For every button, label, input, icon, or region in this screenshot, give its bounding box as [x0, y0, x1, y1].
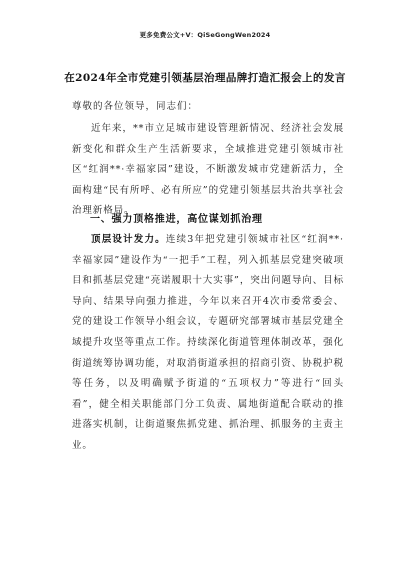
salutation: 尊敬的各位领导，同志们： — [72, 101, 199, 112]
document-title: 在2024年全市党建引领基层治理品牌打造汇报会上的发言 — [64, 72, 346, 84]
section-1-lead: 顶层设计发力。 — [91, 234, 166, 245]
watermark-header: 更多免费公文+V：QiSeGongWen2024 — [139, 31, 271, 39]
section-1-body: 连续3年把党建引领城市社区“红润**·幸福家园”建设作为“一把手”工程，列入抓基层党建突破项目和抓基层党建“亮诺履职十大实事”，突出问题导向、目标导向、结果导向强力推进，今年以来召开4次市委常委会、党的建设工作领导小组会议，专题研究部署城市基层党建全域提升攻坚等重点工作。持续深化街道管理体制改革，强化街道统筹协调功能，对取消街道承担的招商引资、协税护税等任务，以及明确赋予街道的“五项权力”等进行“回头看”，健全相关职能部门分工负责、属地街道配合联动的推进落实机制，让街道聚焦抓党建、抓治理、抓服务的主责主业。 — [72, 234, 344, 451]
intro-paragraph: 近年来，**市立足城市建设管理新情况、经济社会发展新变化和群众生产生活新要求，全域推进党建引领城市社区“红润**·幸福家园”建设，不断激发城市党建新活力，全面构建“民有所呼、必有所应”的党建引领基层共治共享社会治理新格局。 — [72, 123, 344, 217]
section-1-paragraph — [72, 230, 344, 457]
section-1-heading: 一、强力顶格推进，高位谋划抓治理 — [90, 214, 263, 225]
